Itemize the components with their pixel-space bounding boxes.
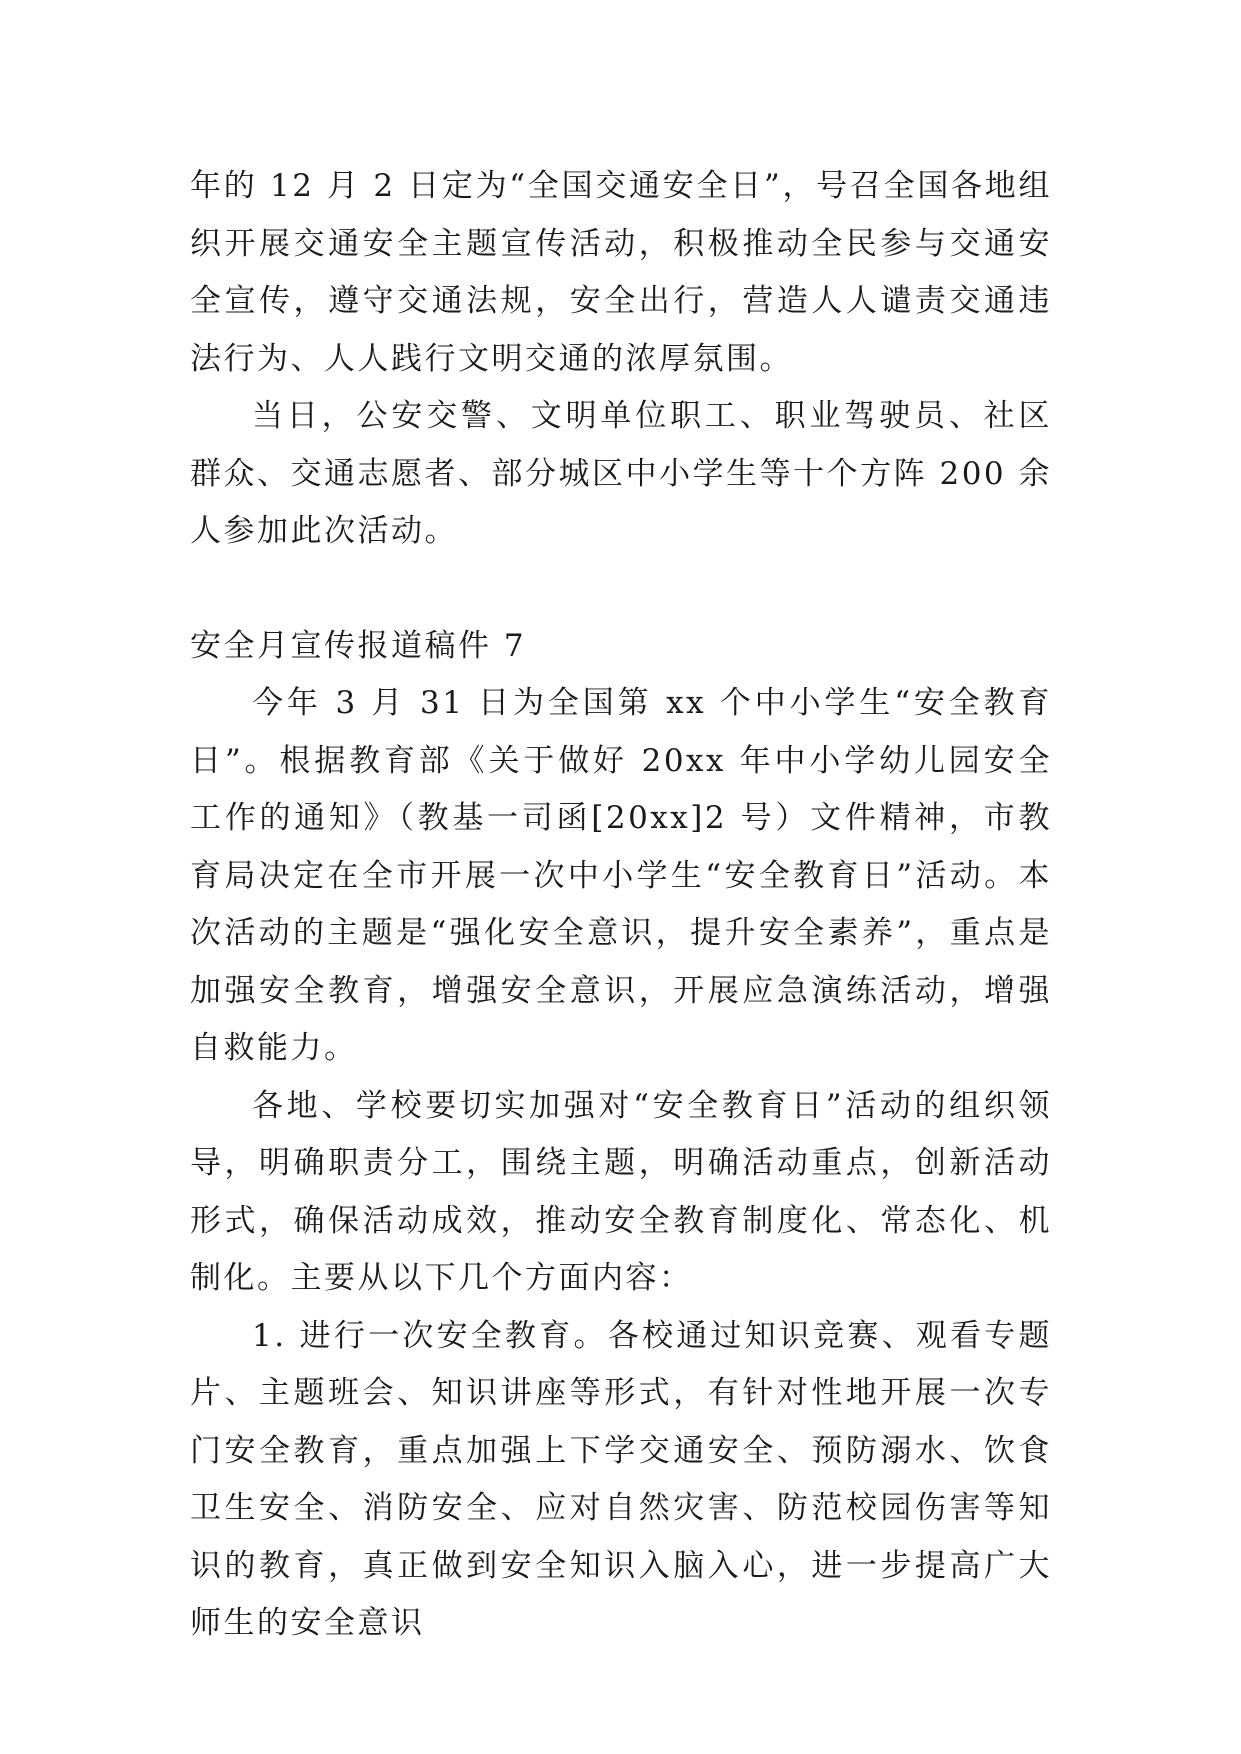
paragraph-participants: 当日，公安交警、文明单位职工、职业驾驶员、社区群众、交通志愿者、部分城区中小学生等十个方阵 200 余人参加此次活动。 <box>190 398 1052 549</box>
paragraph-education-day-intro: 今年 3 月 31 日为全国第 xx 个中小学生“安全教育日”。根据教育部《关于做好 20xx 年中小学幼儿园安全工作的通知》（教基一司函[20xx]2 号）文件精神，市教育局决定在全市开展一次中小学生“安全教育日”活动。本次活动的主题是“强化安全意识，提升安全素养”，重点是加强安全教育，增强安全意识，开展应急演练活动，增强自救能力。 <box>190 685 1052 1066</box>
paragraph-item-1: 1. 进行一次安全教育。各校通过知识竞赛、观看专题片、主题班会、知识讲座等形式，有针对性地开展一次专门安全教育，重点加强上下学交通安全、预防溺水、饮食卫生安全、消防安全、应对自然灾害、防范校园伤害等知识的教育，真正做到安全知识入脑入心，进一步提高广大师生的安全意识 <box>190 1317 1052 1641</box>
paragraph-traffic-safety-day: 年的 12 月 2 日定为“全国交通安全日”，号召全国各地组织开展交通安全主题宣传活动，积极推动全民参与交通安全宣传，遵守交通法规，安全出行，营造人人谴责交通违法行为、人人践行文明交通的浓厚氛围。 <box>190 168 1052 377</box>
section-title: 安全月宣传报道稿件 7 <box>190 627 527 664</box>
section-spacer <box>190 561 1052 618</box>
document-body <box>190 158 1052 1653</box>
paragraph-organization: 各地、学校要切实加强对“安全教育日”活动的组织领导，明确职责分工，围绕主题，明确活动重点，创新活动形式，确保活动成效，推动安全教育制度化、常态化、机制化。主要从以下几个方面内容： <box>190 1087 1052 1296</box>
